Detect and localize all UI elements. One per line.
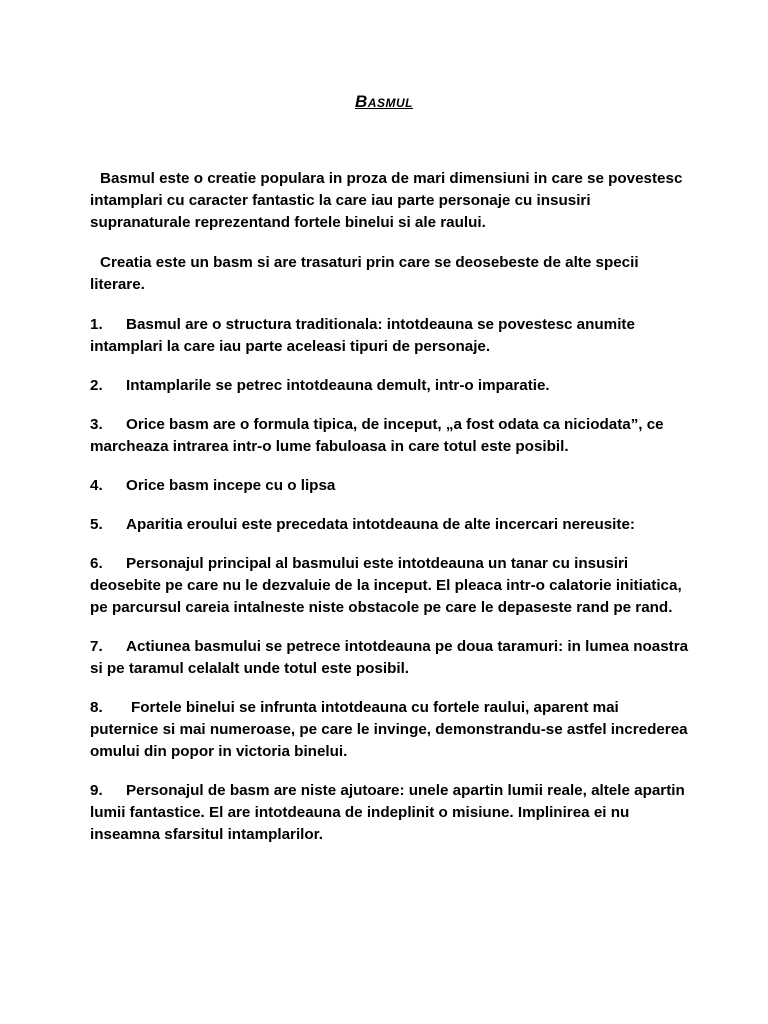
list-item-number: 7. <box>90 638 103 655</box>
list-item-number: 9. <box>90 782 103 799</box>
intro-paragraph: Basmul este o creatie populara in proza de mari dimensiuni in care se povestesc intamplari cu caracter fantastic la care iau parte personaje cu insusiri supranaturale reprezentand fortele binelui si ale raului. <box>90 170 683 231</box>
list-item-number: 1. <box>90 316 103 333</box>
list-item <box>90 697 690 763</box>
list-item-text: Intamplarile se petrec intotdeauna demult, intr-o imparatie. <box>126 377 550 394</box>
list-item <box>90 414 690 458</box>
list-item-text: Orice basm incepe cu o lipsa <box>126 477 336 494</box>
list-item <box>90 375 690 397</box>
list-item <box>90 475 690 497</box>
list-item <box>90 780 690 846</box>
list-item-text: Fortele binelui se infrunta intotdeauna cu fortele raului, aparent mai puternice si mai numeroase, pe care le invinge, demonstrandu-se astfel increderea omului din popor in victoria binelui. <box>90 699 688 760</box>
document-title: Basmul <box>355 92 413 111</box>
intro-paragraph: Creatia este un basm si are trasaturi prin care se deosebeste de alte specii literare. <box>90 254 639 293</box>
list-item-text: Personajul de basm are niste ajutoare: unele apartin lumii reale, altele apartin lumii fantastice. El are intotdeauna de indeplinit o misiune. Implinirea ei nu inseamna sfarsitul intamplarilor. <box>90 782 685 843</box>
document-body <box>90 168 690 863</box>
list-item-text: Actiunea basmului se petrece intotdeauna pe doua taramuri: in lumea noastra si pe taramul celalalt unde totul este posibil. <box>90 638 689 677</box>
list-item-text: Basmul are o structura traditionala: intotdeauna se povestesc anumite intamplari la care iau parte aceleasi tipuri de personaje. <box>90 316 635 355</box>
list-item <box>90 553 690 619</box>
list-item-number: 8. <box>90 699 103 716</box>
list-item-number: 2. <box>90 377 103 394</box>
list-item <box>90 636 690 680</box>
list-item <box>90 314 690 358</box>
list-item-text: Orice basm are o formula tipica, de inceput, „a fost odata ca niciodata”, ce marcheaza intrarea intr-o lume fabuloasa in care totul este posibil. <box>90 416 664 455</box>
list-item-number: 5. <box>90 516 103 533</box>
list-item-number: 3. <box>90 416 103 433</box>
list-item-text: Aparitia eroului este precedata intotdeauna de alte incercari nereusite: <box>126 516 635 533</box>
list-item-number: 6. <box>90 555 103 572</box>
list-item-number: 4. <box>90 477 103 494</box>
list-item <box>90 514 690 536</box>
list-item-text: Personajul principal al basmului este intotdeauna un tanar cu insusiri deosebite pe care nu le dezvaluie de la inceput. El pleaca intr-o calatorie initiatica, pe parcursul careia intalneste niste obstacole pe care le depaseste rand pe rand. <box>90 555 682 616</box>
